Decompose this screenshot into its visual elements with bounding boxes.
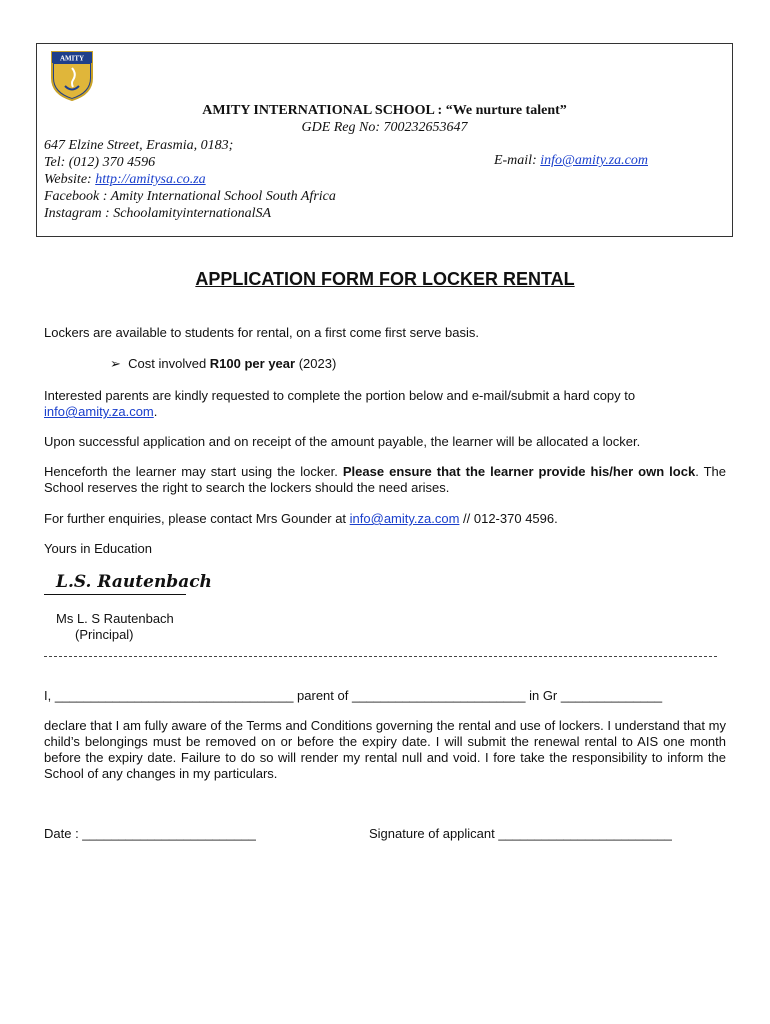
henceforth-start: Henceforth the learner may start using the locker. <box>44 464 343 479</box>
page-title-text: APPLICATION FORM FOR LOCKER RENTAL <box>195 269 575 289</box>
closing-line: Yours in Education <box>44 541 152 556</box>
telephone: Tel: (012) 370 4596 <box>44 155 156 170</box>
cost-prefix: Cost involved <box>128 356 210 371</box>
principal-name: Ms L. S Rautenbach <box>56 611 174 626</box>
cost-bullet <box>110 356 336 372</box>
header-email-link[interactable]: info@amity.za.com <box>540 153 648 168</box>
email-label: E-mail: <box>493 153 541 168</box>
facebook: Facebook : Amity International School South Africa <box>44 189 336 204</box>
website-link[interactable]: http://amitysa.co.za <box>95 172 206 187</box>
signature-underline <box>44 594 186 595</box>
henceforth-end: . The School reserves the right to search the lockers should the need arises. <box>44 464 726 495</box>
enquiries-paragraph <box>44 511 726 527</box>
applicant-signature-field[interactable]: Signature of applicant ________________________ <box>369 826 672 841</box>
arrow-bullet-icon: ➢ <box>110 356 121 371</box>
header-email <box>494 153 648 169</box>
interested-email-link[interactable]: info@amity.za.com <box>44 404 154 419</box>
enquiries-email-link[interactable]: info@amity.za.com <box>349 511 460 526</box>
logo-text: AMITY <box>59 54 85 63</box>
date-field[interactable]: Date : ________________________ <box>44 826 256 841</box>
website <box>44 171 206 188</box>
registration-number: GDE Reg No: 700232653647 <box>301 120 468 135</box>
cut-line-divider <box>44 656 717 657</box>
address: 647 Elzine Street, Erasmia, 0183; <box>44 138 234 153</box>
page-title <box>0 269 770 290</box>
principal-signature: L.S. Rautenbach <box>56 572 212 592</box>
school-crest-icon <box>49 50 95 102</box>
henceforth-paragraph <box>44 464 726 496</box>
enquiries-text: For further enquiries, please contact Mrs Gounder at <box>44 511 350 526</box>
website-label: Website: <box>44 172 96 187</box>
interested-text: Interested parents are kindly requested to complete the portion below and e-mail/submit a hard copy to <box>44 388 636 403</box>
cost-amount: R100 per year <box>209 356 296 371</box>
declaration-paragraph: declare that I am fully aware of the Terms and Conditions governing the rental and use of lockers. I understand that my child’s belongings must be removed on or before the expiry date. I will submit the renewal rental to AIS one month before the expiry date. Failure to do so will render my rental null and void. I fore take the responsibility to inform the School of any changes in my particulars. <box>44 718 726 781</box>
parent-details-field[interactable]: I, _________________________________ parent of ________________________ in Gr ______________ <box>44 688 663 703</box>
school-name: AMITY INTERNATIONAL SCHOOL : “We nurture talent” <box>202 103 567 118</box>
cost-year: (2023) <box>295 356 337 371</box>
own-lock-notice: Please ensure that the learner provide his/her own lock <box>342 464 696 479</box>
interested-paragraph <box>44 388 726 420</box>
instagram: Instagram : SchoolamityinternationalSA <box>44 206 272 221</box>
principal-role: (Principal) <box>75 627 134 642</box>
allocation-paragraph: Upon successful application and on receipt of the amount payable, the learner will be allocated a locker. <box>44 434 641 449</box>
letterhead <box>36 43 733 237</box>
enquiries-phone: // 012-370 4596. <box>459 511 558 526</box>
intro-paragraph: Lockers are available to students for rental, on a first come first serve basis. <box>44 325 479 340</box>
interested-end: . <box>153 404 158 419</box>
